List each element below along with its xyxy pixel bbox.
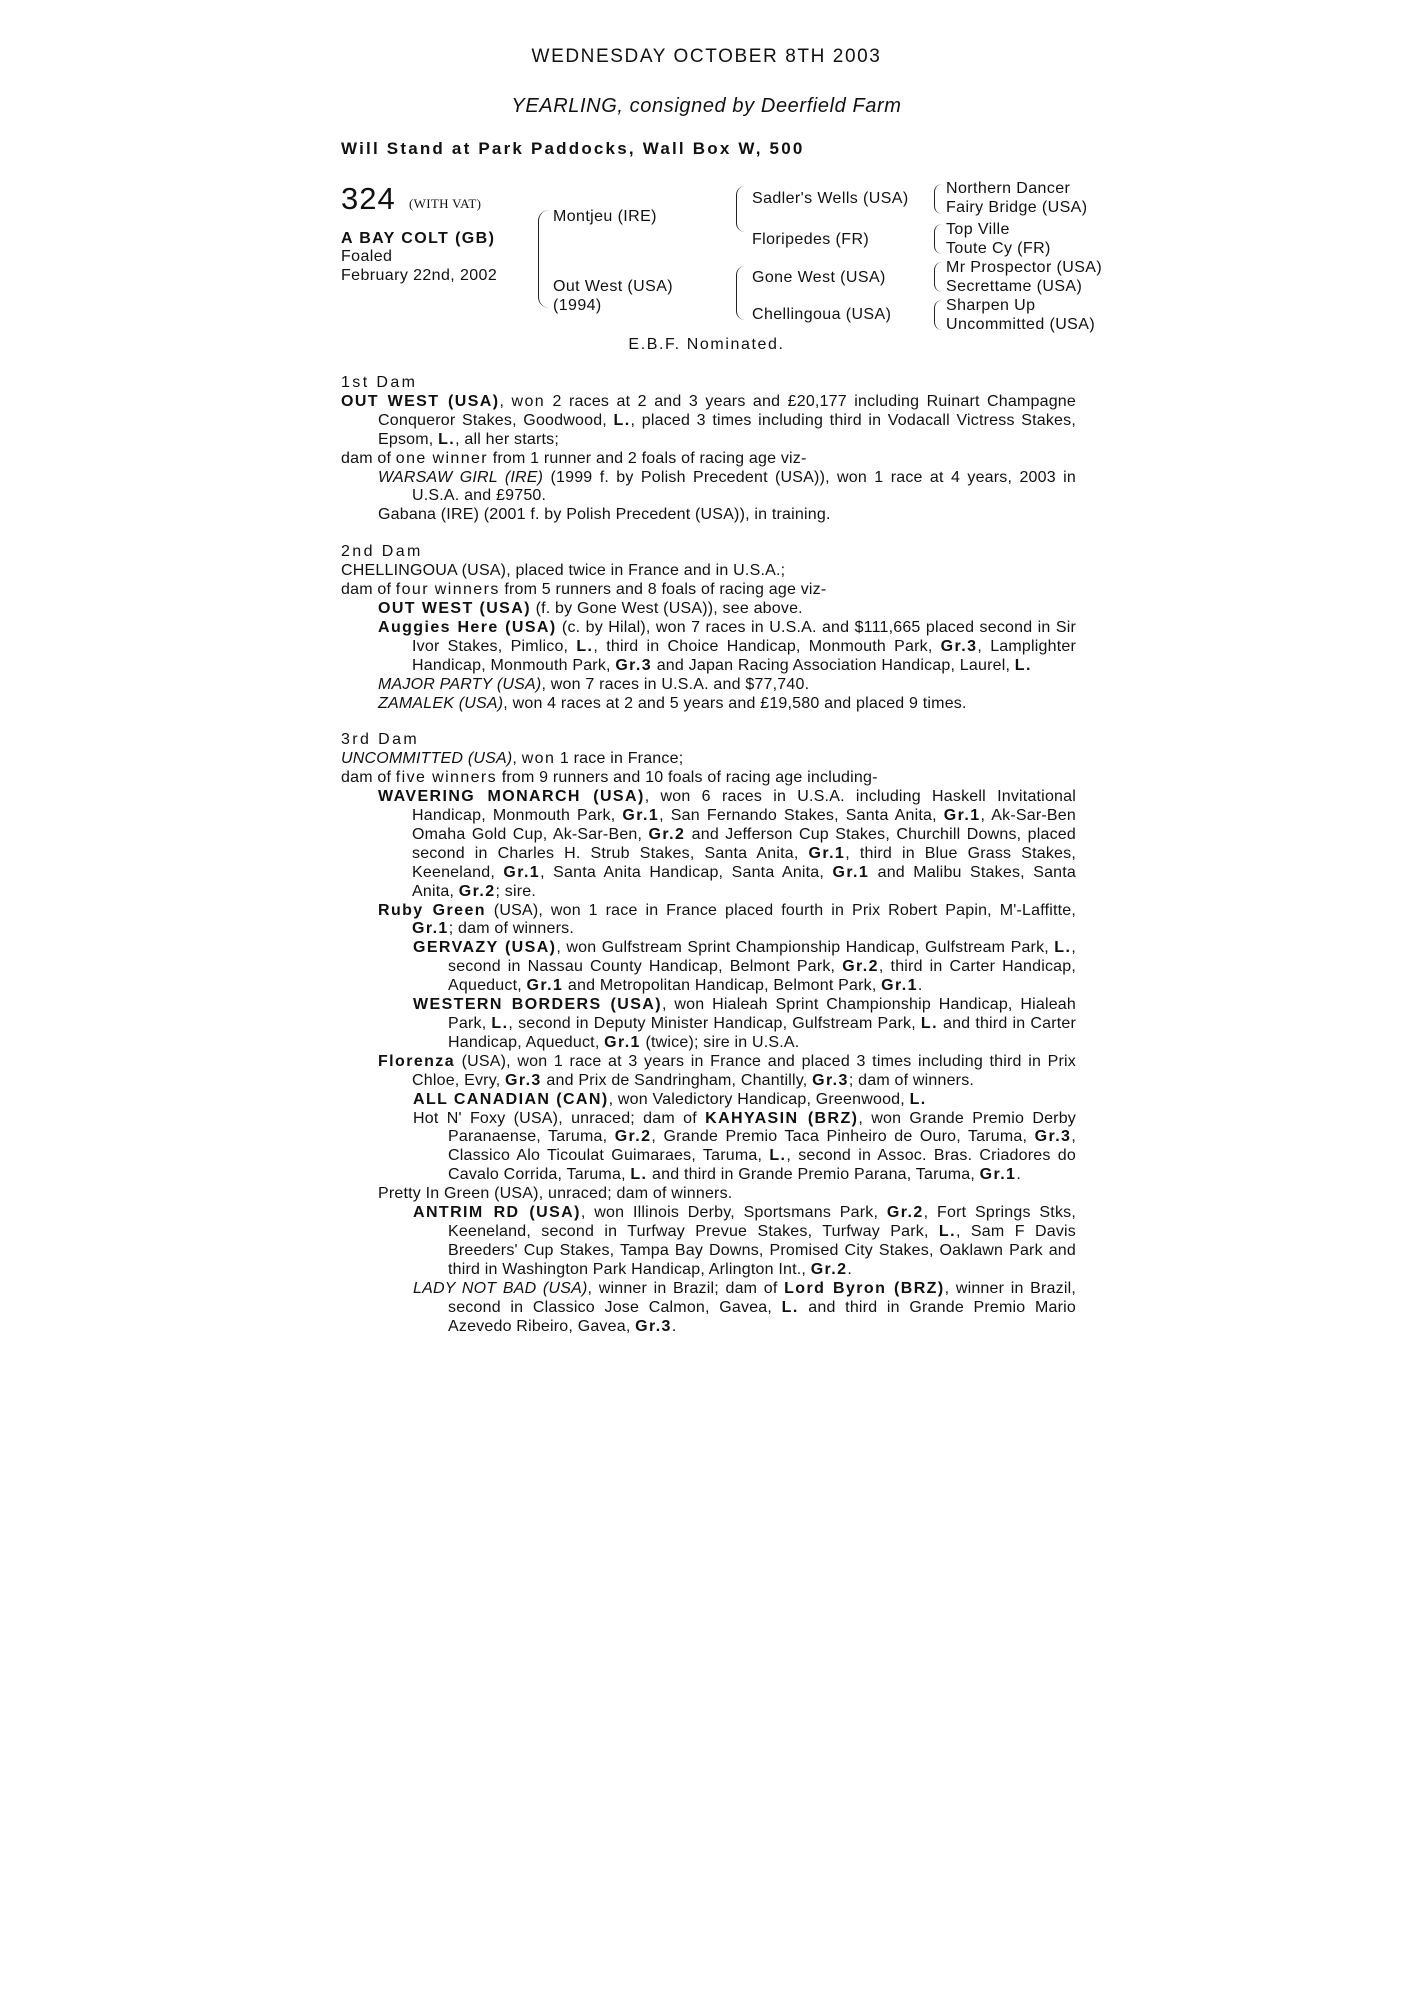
gen3-3: Top Ville <box>946 221 1010 238</box>
produce-text: and Malibu Stakes, Santa Anita, <box>412 863 1077 900</box>
produce-text: and Jefferson Cup Stakes, Churchill Downs, placed second in Charles H. Strub Stakes, Santa Anita, <box>412 825 1076 862</box>
sire-dam: Floripedes (FR) <box>752 231 870 248</box>
produce-text: and Japan Racing Association Handicap, Laurel, <box>652 656 1015 674</box>
gen3-5: Mr Prospector (USA) <box>946 259 1103 276</box>
third-dam-name: UNCOMMITTED (USA) <box>341 750 513 768</box>
produce-text: , third in Blue Grass Stakes, Keeneland, <box>412 844 1077 881</box>
group-mark: Gr.1 <box>604 1033 641 1051</box>
group-mark: Gr.1 <box>943 807 981 825</box>
record-text: , placed 3 times including third in Vodacall Victress Stakes, Epsom, <box>378 411 1077 448</box>
group-mark: Gr.1 <box>412 920 449 938</box>
produce-name: OUT WEST (USA) <box>378 599 531 617</box>
won-word: won <box>521 750 556 768</box>
group-mark: Gr.3 <box>615 656 653 674</box>
produce-text: , second in Nassau County Handicap, Belmont Park, <box>448 939 1076 976</box>
produce-text: and third in Grande Premio Mario Azevedo Ribeiro, Gavea, <box>448 1298 1076 1335</box>
produce-text: , won Grande Premio Derby Paranaense, Taruma, <box>448 1109 1077 1146</box>
winners-count: one winner <box>395 449 489 467</box>
group-mark: Gr.3 <box>940 637 978 655</box>
produce-entry <box>341 1053 1076 1091</box>
lot-number: 324 <box>341 181 396 216</box>
group-mark: Gr.1 <box>881 977 918 995</box>
produce-name: ALL CANADIAN (CAN) <box>413 1090 609 1108</box>
produce-text: , second in Deputy Minister Handicap, Gulfstream Park, <box>508 1015 921 1032</box>
first-dam-heading: 1st Dam <box>341 374 418 391</box>
gen3-brace-1 <box>934 184 942 214</box>
listed-mark: L. <box>576 637 594 655</box>
group-mark: Gr.1 <box>808 844 846 862</box>
grand-produce-entry <box>341 939 1076 996</box>
listed-mark: L. <box>1014 656 1032 674</box>
produce-text: , Santa Anita Handicap, Santa Anita, <box>540 863 833 881</box>
group-mark: Gr.1 <box>979 1166 1017 1184</box>
first-dam-name: OUT WEST (USA) <box>341 392 500 410</box>
produce-name: WARSAW GIRL (IRE) <box>378 468 544 486</box>
listed-mark: L. <box>909 1090 927 1108</box>
third-dam-heading: 3rd Dam <box>341 731 420 749</box>
gen3-brace-3 <box>934 262 942 292</box>
produce-text: . <box>1016 1166 1022 1184</box>
consignment-line: YEARLING, consigned by Deerfield Farm <box>511 95 902 117</box>
sire-brace <box>736 186 745 232</box>
text: dam of <box>341 581 396 599</box>
produce-text: and third in Carter Handicap, Aqueduct, <box>448 1015 1077 1051</box>
produce-name: ZAMALEK (USA) <box>378 694 504 712</box>
dam-sire: Gone West (USA) <box>752 269 886 286</box>
produce-text: (USA), won 1 race at 3 years in France and placed 3 times including third in Prix Chloe, Evry, <box>412 1052 1076 1089</box>
produce-text: and Prix de Sandringham, Chantilly, <box>541 1071 813 1089</box>
produce-text: ; dam of winners. <box>448 920 574 938</box>
sire-name: Montjeu (IRE) <box>553 208 657 225</box>
produce-text: ; dam of winners. <box>848 1071 975 1089</box>
grand-produce-entry <box>341 1091 1076 1110</box>
produce-text: , won Illinois Derby, Sportsmans Park, <box>580 1204 887 1222</box>
produce-text: . <box>847 1260 853 1278</box>
winners-count: four winners <box>395 581 500 599</box>
produce-name: WESTERN BORDERS (USA) <box>413 996 662 1014</box>
record-text: , all her starts; <box>455 430 560 448</box>
produce-text: , San Fernando Stakes, Santa Anita, <box>659 807 944 825</box>
text: dam of <box>341 449 396 467</box>
produce-text: (twice); sire in U.S.A. <box>640 1033 800 1051</box>
dam-brace <box>736 266 745 320</box>
produce-entry <box>341 600 1076 619</box>
group-mark: Gr.2 <box>810 1260 848 1278</box>
grand-produce-entry <box>341 1110 1076 1186</box>
produce-text: , won Valedictory Handicap, Greenwood, <box>608 1090 910 1108</box>
group-mark: Gr.2 <box>886 1204 924 1222</box>
listed-mark: L. <box>491 1015 509 1032</box>
produce-text: , won 6 races in U.S.A. including Haskell Invitational Handicap, Monmouth Park, <box>412 788 1076 825</box>
second-dam-record: CHELLINGOUA (USA), placed twice in France and in U.S.A.; <box>341 562 786 580</box>
produce-text: , Fort Springs Stks, Keeneland, second in Turfway Prevue Stakes, Turfway Park, <box>448 1204 1076 1240</box>
gen3-4: Toute Cy (FR) <box>946 240 1051 257</box>
grand-produce-entry <box>341 1280 1076 1337</box>
produce-entry <box>341 506 1076 525</box>
listed-mark: L. <box>938 1222 956 1240</box>
text: from 5 runners and 8 foals of racing age viz- <box>499 581 827 599</box>
produce-text: Gabana (IRE) (2001 f. by Polish Precedent (USA)), in training. <box>378 506 831 524</box>
second-dam-produce-summary <box>341 581 1076 600</box>
third-dam-record <box>341 750 1076 769</box>
produce-name: Florenza <box>378 1052 455 1070</box>
group-mark: Gr.1 <box>503 863 541 881</box>
produce-entry <box>341 676 1076 695</box>
sire-dam-brace <box>538 210 549 308</box>
produce-text: , third in Carter Handicap, Aqueduct, <box>448 958 1076 995</box>
grand-produce-entry <box>341 996 1076 1053</box>
winners-count: five winners <box>395 769 498 787</box>
pedigree-notes <box>341 374 1076 1336</box>
produce-text: Pretty In Green (USA), unraced; dam of winners. <box>378 1185 733 1203</box>
produce-text: , Lamplighter Handicap, Monmouth Park, <box>412 637 1077 674</box>
foaled-label: Foaled <box>341 248 393 265</box>
group-mark: Gr.3 <box>505 1071 542 1089</box>
record-text: 2 races at 2 and 3 years and £20,177 including Ruinart Champagne Conqueror Stakes, Goodwood, <box>378 392 1077 429</box>
produce-name: Auggies Here (USA) <box>378 618 557 636</box>
gen3-1: Northern Dancer <box>946 180 1071 197</box>
gen3-2: Fairy Bridge (USA) <box>946 199 1088 216</box>
produce-text: , Classico Alo Ticoulat Guimaraes, Taruma, <box>448 1128 1076 1165</box>
produce-text: and Metropolitan Handicap, Belmont Park, <box>563 977 882 995</box>
text: , <box>512 750 522 768</box>
listed-mark: L. <box>769 1147 787 1165</box>
produce-text: and third in Grande Premio Parana, Taruma, <box>647 1166 980 1184</box>
produce-text: (f. by Gone West (USA)), see above. <box>530 599 803 617</box>
produce-name: GERVAZY (USA) <box>413 939 557 957</box>
first-dam-produce-summary <box>341 450 1076 469</box>
produce-text: . <box>917 977 923 995</box>
produce-entry <box>341 1185 1076 1204</box>
dam-year: (1994) <box>553 297 602 314</box>
produce-text: , won 4 races at 2 and 5 years and £19,580 and placed 9 times. <box>503 694 967 712</box>
produce-name: MAJOR PARTY (USA) <box>378 675 542 693</box>
dam-name: Out West (USA) <box>553 278 673 295</box>
text: 1 race in France; <box>555 750 684 768</box>
group-mark: Gr.3 <box>635 1317 672 1335</box>
group-mark: Gr.1 <box>526 977 564 995</box>
dam-dam: Chellingoua (USA) <box>752 306 892 323</box>
produce-text: , won 7 races in U.S.A. and $77,740. <box>541 675 810 693</box>
group-mark: Gr.3 <box>1034 1128 1072 1146</box>
group-mark: Gr.1 <box>832 863 870 881</box>
listed-mark: L. <box>920 1015 938 1032</box>
text: from 1 runner and 2 foals of racing age viz- <box>488 449 807 467</box>
produce-entry <box>341 788 1076 901</box>
stand-location: Will Stand at Park Paddocks, Wall Box W, 500 <box>341 139 805 158</box>
produce-entry <box>341 902 1076 940</box>
listed-mark: L. <box>438 430 456 448</box>
produce-text: ; sire. <box>495 882 537 900</box>
produce-text: . <box>671 1317 677 1335</box>
group-mark: Gr.2 <box>842 958 879 976</box>
ebf-nominated: E.B.F. Nominated. <box>628 336 785 353</box>
vat-note: (WITH VAT) <box>409 196 482 211</box>
produce-text: , won Hialeah Sprint Championship Handicap, Hialeah Park, <box>448 996 1076 1032</box>
produce-text: (c. by Hilal), won 7 races in U.S.A. and $111,665 placed second in Sir Ivor Stakes, Pimlico, <box>412 618 1076 655</box>
group-mark: Gr.2 <box>648 825 686 843</box>
second-dam-heading: 2nd Dam <box>341 543 423 561</box>
listed-mark: L. <box>781 1298 799 1316</box>
produce-name: WAVERING MONARCH (USA) <box>378 788 645 806</box>
produce-name: KAHYASIN (BRZ) <box>705 1109 859 1127</box>
listed-mark: L. <box>613 411 631 429</box>
produce-entry <box>341 695 1076 714</box>
produce-text: , Ak-Sar-Ben Omaha Gold Cup, Ak-Sar-Ben, <box>412 807 1076 843</box>
produce-text: , winner in Brazil, second in Classico Jose Calmon, Gavea, <box>448 1279 1077 1316</box>
produce-text: , third in Choice Handicap, Monmouth Park, <box>593 637 941 655</box>
foaled-date: February 22nd, 2002 <box>341 267 498 284</box>
produce-entry <box>341 469 1076 507</box>
produce-text: , winner in Brazil; dam of <box>587 1279 785 1297</box>
produce-text: , Sam F Davis Breeders' Cup Stakes, Tampa Bay Downs, Promised City Stakes, Oaklawn Park and third in Washington Park Handicap, Arlington Int., <box>448 1222 1077 1278</box>
listed-mark: L. <box>1054 939 1072 957</box>
text: from 9 runners and 10 foals of racing age including- <box>497 769 878 787</box>
produce-text: , Grande Premio Taca Pinheiro de Ouro, Taruma, <box>651 1128 1035 1146</box>
text: dam of <box>341 769 396 787</box>
sale-date: WEDNESDAY OCTOBER 8TH 2003 <box>531 46 882 67</box>
group-mark: Gr.3 <box>812 1071 849 1089</box>
won-word: won <box>511 392 546 410</box>
produce-text: , won Gulfstream Sprint Championship Handicap, Gulfstream Park, <box>556 939 1055 957</box>
gen3-7: Sharpen Up <box>946 297 1036 314</box>
group-mark: Gr.2 <box>458 882 496 900</box>
gen3-8: Uncommitted (USA) <box>946 316 1096 333</box>
horse-description: A BAY COLT (GB) <box>341 230 496 247</box>
produce-text: (USA), won 1 race in France placed fourth in Prix Robert Papin, M'-Laffitte, <box>485 901 1076 919</box>
gen3-brace-2 <box>934 224 942 254</box>
produce-name: Ruby Green <box>378 901 486 919</box>
first-dam-record: OUT WEST (USA), won 2 races at 2 and 3 years and £20,177 including Ruinart Champagne Conqueror Stakes, Goodwood, L., placed 3 times including third in Vodacall Victress Stakes, Epsom, L., all her starts; <box>341 392 1077 448</box>
produce-name: LADY NOT BAD (USA) <box>413 1279 588 1297</box>
produce-name: ANTRIM RD (USA) <box>413 1204 581 1222</box>
produce-name: Lord Byron (BRZ) <box>784 1279 945 1297</box>
sire-sire: Sadler's Wells (USA) <box>752 190 909 207</box>
group-mark: Gr.1 <box>622 807 660 825</box>
third-dam-produce-summary <box>341 769 1076 788</box>
grand-produce-entry <box>341 1204 1076 1280</box>
produce-text: Hot N' Foxy (USA), unraced; dam of <box>413 1109 706 1127</box>
produce-text: (1999 f. by Polish Precedent (USA)), won 1 race at 4 years, 2003 in U.S.A. and £9750. <box>412 468 1076 505</box>
gen3-brace-4 <box>934 300 942 330</box>
produce-text: , second in Assoc. Bras. Criadores do Cavalo Corrida, Taruma, <box>448 1147 1076 1184</box>
listed-mark: L. <box>630 1166 648 1184</box>
gen3-6: Secrettame (USA) <box>946 278 1083 295</box>
produce-entry <box>341 619 1076 676</box>
group-mark: Gr.2 <box>614 1128 652 1146</box>
